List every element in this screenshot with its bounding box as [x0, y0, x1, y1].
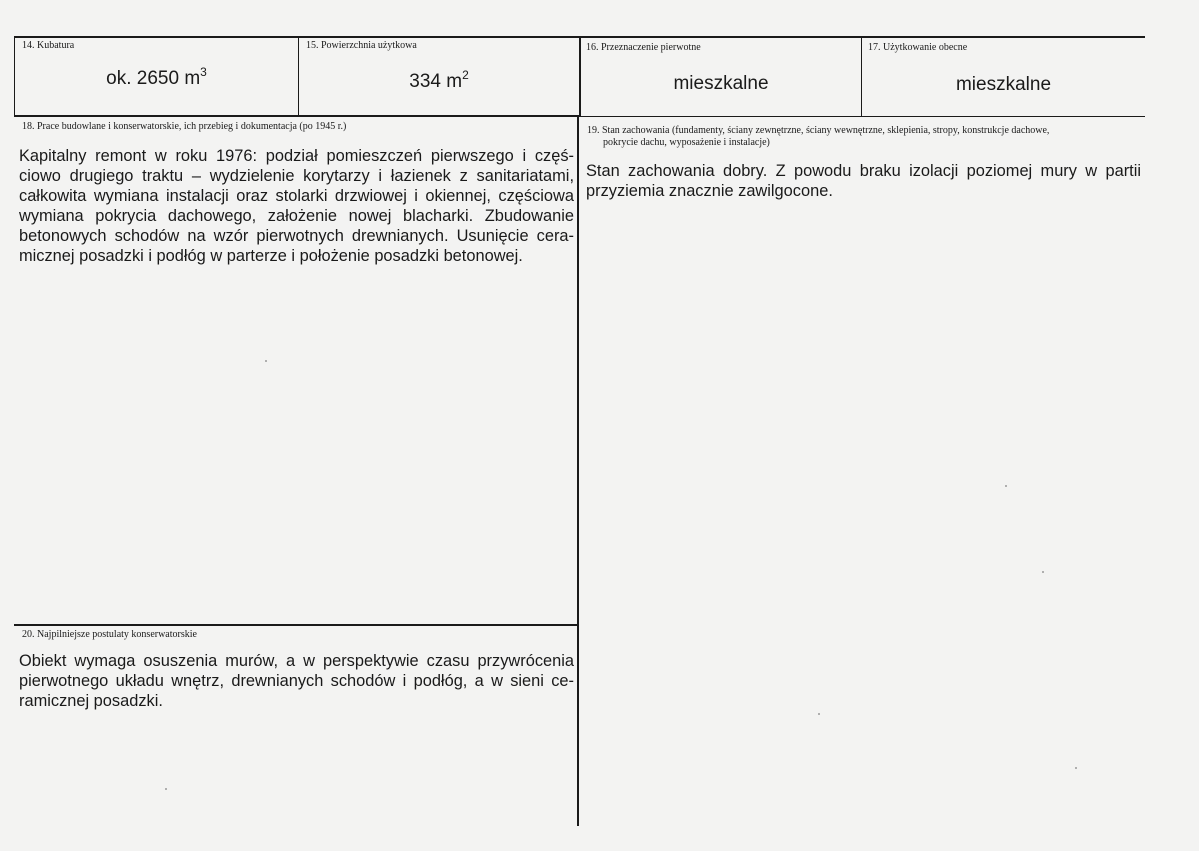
- row-divider-right: [579, 116, 1145, 117]
- field-18-label: 18. Prace budowlane i konserwatorskie, ich przebieg i dokumentacja (po 1945 r.): [22, 121, 347, 132]
- row-divider-left: [14, 115, 579, 117]
- field-18-line: wymiana pokrycia dachowego, założenie nowej blacharki. Zbudowanie: [19, 207, 574, 225]
- field-16-value: mieszkalne: [673, 73, 769, 94]
- field-20-text: [19, 651, 574, 711]
- field-18-line: betonowych schodów na wzór pierwotnych drewnianych. Usunięcie cera-: [19, 227, 574, 245]
- field-19-line: przyziemia znacznie zawilgocone.: [586, 182, 833, 200]
- field-18-line: całkowita wymiana instalacji oraz stolarki drzwiowej i okiennej, częściowa: [19, 187, 574, 205]
- field-16-label: 16. Przeznaczenie pierwotne: [586, 42, 701, 53]
- scan-speck: [818, 713, 820, 715]
- field-15-label: 15. Powierzchnia użytkowa: [306, 40, 417, 51]
- field-20-line: pierwotnego układu wnętrz, drewnianych schodów i podłóg, a w sieni ce-: [19, 672, 574, 690]
- center-vertical: [577, 116, 579, 826]
- divider-20: [14, 624, 577, 626]
- field-18-line: micznej posadzki i podłóg w parterze i położenie posadzki betonowej.: [19, 247, 523, 265]
- field-20-line: Obiekt wymaga osuszenia murów, a w perspektywie czasu przywrócenia: [19, 652, 574, 670]
- field-19-label-line2: pokrycie dachu, wyposażenie i instalacje): [603, 137, 770, 148]
- scan-speck: [1042, 571, 1044, 573]
- field-17-label: 17. Użytkowanie obecne: [868, 42, 968, 53]
- field-17-value: mieszkalne: [955, 74, 1052, 95]
- field-18-text: [19, 146, 574, 266]
- field-15-value-text: 334 m: [409, 71, 463, 92]
- field-14-label: 14. Kubatura: [22, 40, 75, 51]
- field-15-value: [299, 68, 579, 93]
- field-19-text: [586, 161, 1141, 201]
- scan-speck: [265, 360, 267, 362]
- field-19-line: Stan zachowania dobry. Z powodu braku izolacji poziomej mury w partii: [586, 162, 1141, 180]
- field-19-label-line1: 19. Stan zachowania (fundamenty, ściany zewnętrzne, ściany wewnętrzne, sklepienia, stropy, konstrukcje dachowe,: [587, 125, 1050, 136]
- scan-speck: [165, 788, 167, 790]
- field-15-value-exp: 2: [462, 68, 469, 82]
- field-18-line: ciowo drugiego traktu – wydzielenie korytarzy i łazienek z sanitariatami,: [19, 167, 574, 185]
- scan-speck: [1005, 485, 1007, 487]
- field-14-value: [15, 65, 298, 90]
- field-14-value-exp: 3: [200, 65, 207, 79]
- field-20-label: 20. Najpilniejsze postulaty konserwatorskie: [22, 629, 197, 640]
- field-14-value-text: ok. 2650 m: [106, 68, 201, 89]
- field-18-line: Kapitalny remont w roku 1976: podział pomieszczeń pierwszego i częś-: [19, 147, 574, 165]
- field-20-line: ramicznej posadzki.: [19, 692, 163, 710]
- scan-speck: [1075, 767, 1077, 769]
